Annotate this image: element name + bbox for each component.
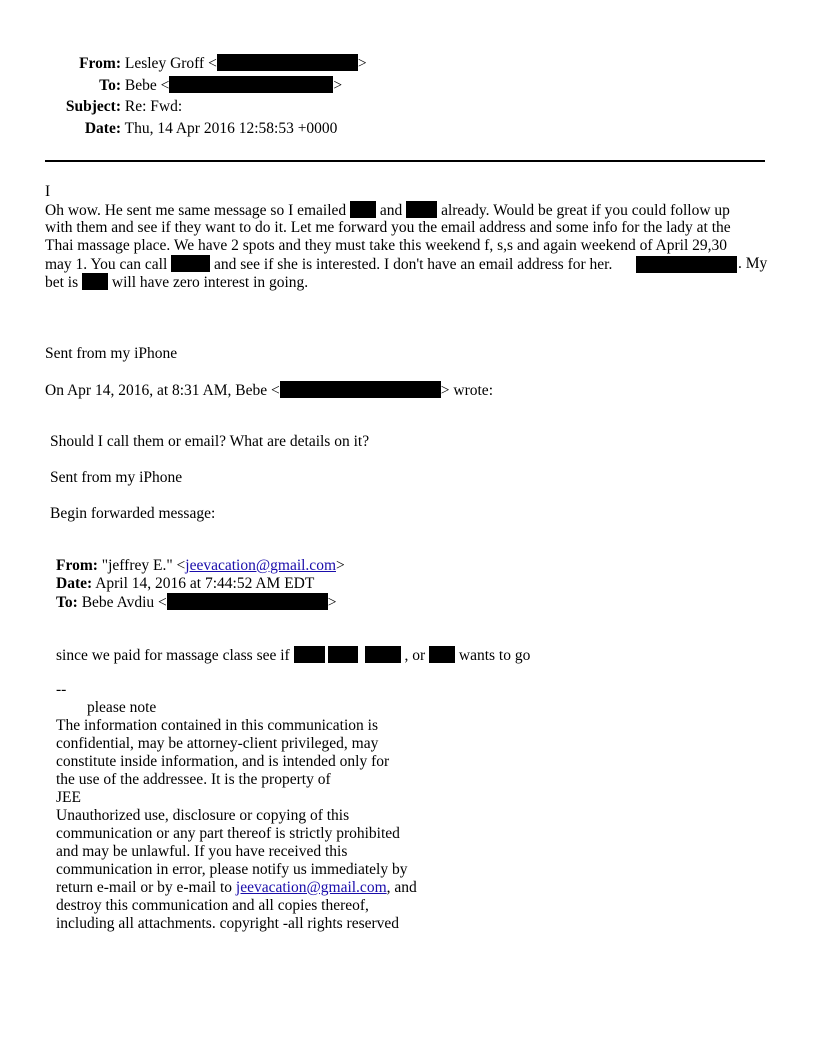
body-text: may 1. You can call xyxy=(45,256,172,273)
fwd-to xyxy=(56,593,337,612)
header-to-close: > xyxy=(333,77,343,94)
redaction-box xyxy=(350,201,376,218)
body-line-2: with them and see if they want to do it. Let me forward you the email address and some info for the lady at the xyxy=(45,219,731,236)
redaction-box xyxy=(365,646,401,663)
redaction-box xyxy=(167,593,328,610)
body-text: will have zero interest in going. xyxy=(108,274,309,291)
header-date-label: Date: xyxy=(84,120,121,137)
quoted-sent-from: Sent from my iPhone xyxy=(50,469,183,486)
fwd-date-label: Date: xyxy=(56,575,93,592)
redaction-box xyxy=(636,256,737,273)
body-line-1 xyxy=(45,201,730,220)
quoted-question: Should I call them or email? What are details on it? xyxy=(50,433,370,450)
body-text: bet is xyxy=(45,274,83,291)
body-text: already. Would be great if you could follow up xyxy=(437,202,730,219)
disclaimer-text: , and xyxy=(386,879,417,896)
disclaimer-line: JEE xyxy=(56,789,81,806)
header-subject-value: Re: Fwd: xyxy=(124,98,183,115)
redaction-box xyxy=(217,54,358,71)
disclaimer-line: communication in error, please notify us immediately by xyxy=(56,861,408,878)
disclaimer-line: communication or any part thereof is strictly prohibited xyxy=(56,825,400,842)
fwd-message xyxy=(56,646,530,665)
quote-intro-text: On Apr 14, 2016, at 8:31 AM, Bebe < xyxy=(45,382,280,399)
body-line-4 xyxy=(45,255,612,274)
disclaimer-line: including all attachments. copyright -all rights reserved xyxy=(56,915,400,932)
body-text: and see if she is interested. I don't have an email address for her. xyxy=(210,256,613,273)
disclaimer-line: destroy this communication and all copies thereof, xyxy=(56,897,369,914)
disclaimer-line: and may be unlawful. If you have received this xyxy=(56,843,348,860)
header-subject-label: Subject: xyxy=(65,98,121,115)
fwd-from-name: "jeffrey E." < xyxy=(101,557,186,574)
fwd-message-text: wants to go xyxy=(455,647,531,664)
disclaimer-line: The information contained in this communication is xyxy=(56,717,378,734)
quote-intro-text: > wrote: xyxy=(440,382,493,399)
header-date xyxy=(45,120,337,138)
fwd-to-label: To: xyxy=(56,594,78,611)
body-line-4-end: . My xyxy=(738,255,768,272)
disclaimer-line: confidential, may be attorney-client privileged, may xyxy=(56,735,379,752)
signature-dashes: -- xyxy=(56,681,67,698)
fwd-to-close: > xyxy=(327,594,337,611)
header-to-label: To: xyxy=(99,77,121,94)
redaction-box xyxy=(294,646,325,663)
header-to xyxy=(45,76,342,95)
disclaimer-line: the use of the addressee. It is the property of xyxy=(56,771,331,788)
body-stray-char: I xyxy=(45,183,51,200)
redaction-box xyxy=(429,646,455,663)
sent-from-iphone: Sent from my iPhone xyxy=(45,345,178,362)
redaction-box xyxy=(171,255,210,272)
body-line-5 xyxy=(45,273,308,292)
header-from xyxy=(45,54,367,73)
header-subject xyxy=(45,98,182,116)
fwd-to-name: Bebe Avdiu < xyxy=(81,594,167,611)
disclaimer-email-link[interactable]: jeevacation@gmail.com xyxy=(235,879,387,896)
signature-please-note: please note xyxy=(87,699,157,716)
body-text: and xyxy=(376,202,407,219)
disclaimer-line: constitute inside information, and is intended only for xyxy=(56,753,390,770)
redaction-box xyxy=(169,76,333,93)
body-line-3: Thai massage place. We have 2 spots and they must take this weekend f, s,s and again weekend of April 29,30 xyxy=(45,237,728,254)
redaction-box xyxy=(280,381,441,398)
disclaimer-return-line xyxy=(56,879,417,897)
header-date-value: Thu, 14 Apr 2016 12:58:53 +0000 xyxy=(124,120,338,137)
disclaimer-line: Unauthorized use, disclosure or copying of this xyxy=(56,807,350,824)
fwd-date xyxy=(56,575,314,593)
header-from-label: From: xyxy=(79,55,121,72)
body-text: Oh wow. He sent me same message so I emailed xyxy=(45,202,351,219)
redaction-box xyxy=(328,646,358,663)
redaction-box xyxy=(406,201,437,218)
disclaimer-text: return e-mail or by e-mail to xyxy=(56,879,236,896)
fwd-from xyxy=(56,557,345,575)
fwd-from-close: > xyxy=(336,557,345,574)
header-from-name: Lesley Groff < xyxy=(124,55,217,72)
quote-intro xyxy=(45,381,493,400)
fwd-message-text: , or xyxy=(400,647,430,664)
fwd-from-email-link[interactable]: jeevacation@gmail.com xyxy=(185,557,336,574)
fwd-from-label: From: xyxy=(56,557,98,574)
header-to-name: Bebe < xyxy=(124,77,170,94)
fwd-date-value: April 14, 2016 at 7:44:52 AM EDT xyxy=(95,575,315,592)
redaction-box xyxy=(82,273,108,290)
quoted-begin-forward: Begin forwarded message: xyxy=(50,505,216,522)
header-divider xyxy=(45,160,765,162)
header-from-close: > xyxy=(357,55,367,72)
fwd-message-text: since we paid for massage class see if xyxy=(56,647,294,664)
